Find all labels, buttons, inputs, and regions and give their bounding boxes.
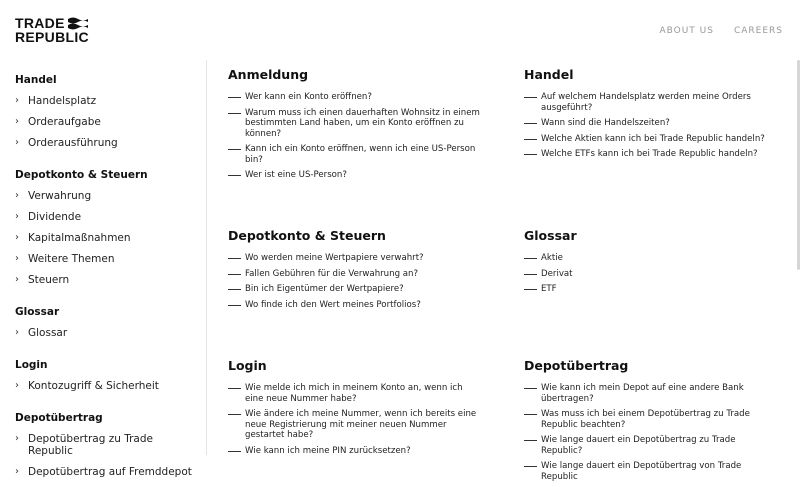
sidebar-item-label: Dividende xyxy=(28,211,82,223)
chevron-right-icon: › xyxy=(15,137,19,148)
dash-icon xyxy=(524,383,541,404)
sidebar-item-weitere-themen[interactable] xyxy=(15,250,206,271)
logo-line-2: REPUBLIC xyxy=(15,29,89,45)
dash-icon xyxy=(524,134,541,145)
chevron-right-icon: › xyxy=(15,232,19,243)
dash-icon xyxy=(228,284,245,295)
top-nav xyxy=(659,26,783,36)
sidebar-item-label: Kapitalmaßnahmen xyxy=(28,232,131,244)
sidebar-item-kontozugriff[interactable] xyxy=(15,377,206,398)
faq-block-title: Depotübertrag xyxy=(524,358,629,373)
dash-icon xyxy=(228,269,245,280)
sidebar-item-depotuebertrag-zu-tr[interactable] xyxy=(15,430,206,463)
sidebar-section-depotuebertrag xyxy=(15,412,206,484)
sidebar-item-glossar[interactable] xyxy=(15,324,206,345)
faq-block-title: Login xyxy=(228,358,267,373)
faq-question-text: ETF xyxy=(541,284,557,294)
faq-question[interactable] xyxy=(524,435,779,456)
faq-question[interactable] xyxy=(524,92,779,113)
faq-block-title: Glossar xyxy=(524,228,577,243)
faq-question-text: Welche Aktien kann ich bei Trade Republic handeln? xyxy=(541,133,765,144)
faq-block-glossar xyxy=(524,228,779,300)
dash-icon xyxy=(228,92,245,103)
dash-icon xyxy=(524,284,541,295)
faq-question[interactable] xyxy=(524,284,779,295)
faq-block-title: Depotkonto & Steuern xyxy=(228,228,386,243)
dash-icon xyxy=(524,461,541,482)
faq-question[interactable] xyxy=(228,170,483,181)
dash-icon xyxy=(524,92,541,113)
sidebar-section-title: Glossar xyxy=(15,306,60,318)
logo-line-1: TRADE xyxy=(15,15,65,31)
sidebar-section-handel xyxy=(15,74,206,155)
sidebar-item-label: Depotübertrag zu Trade Republic xyxy=(28,433,153,457)
dash-icon xyxy=(524,435,541,456)
faq-question[interactable] xyxy=(228,269,483,280)
faq-question-text: Wie melde ich mich in meinem Konto an, wenn ich eine neue Nummer habe? xyxy=(245,383,463,404)
dash-icon xyxy=(228,409,245,441)
dash-icon xyxy=(228,383,245,404)
chevron-right-icon: › xyxy=(15,466,19,477)
faq-block-depotkonto xyxy=(228,228,483,315)
faq-question[interactable] xyxy=(524,461,779,482)
chevron-right-icon: › xyxy=(15,211,19,222)
faq-question-text: Wie lange dauert ein Depotübertrag zu Trade Republic? xyxy=(541,435,736,456)
chevron-right-icon: › xyxy=(15,433,19,444)
sidebar-section-title: Depotkonto & Steuern xyxy=(15,169,148,181)
faq-question-text: Wo finde ich den Wert meines Portfolios? xyxy=(245,299,421,310)
sidebar-item-label: Verwahrung xyxy=(28,190,92,202)
sidebar-section-depotkonto xyxy=(15,169,206,292)
sidebar-section-title: Login xyxy=(15,359,48,371)
faq-question[interactable] xyxy=(524,253,779,264)
sidebar-item-label: Handelsplatz xyxy=(28,95,97,107)
faq-question[interactable] xyxy=(524,118,779,129)
sidebar-section-login xyxy=(15,359,206,398)
faq-question-text: Wann sind die Handelszeiten? xyxy=(541,118,670,128)
faq-main xyxy=(228,60,788,482)
faq-block-title: Anmeldung xyxy=(228,67,309,82)
faq-question[interactable] xyxy=(524,149,779,160)
dash-icon xyxy=(524,253,541,264)
chevron-right-icon: › xyxy=(15,190,19,201)
faq-block-depotuebertrag xyxy=(524,358,779,487)
sidebar-item-orderausfuehrung[interactable] xyxy=(15,134,206,155)
sidebar-item-label: Weitere Themen xyxy=(28,253,115,265)
sidebar-item-label: Orderaufgabe xyxy=(28,116,101,128)
dash-icon xyxy=(228,170,245,181)
sidebar-section-glossar xyxy=(15,306,206,345)
chevron-right-icon: › xyxy=(15,327,19,338)
faq-question-text: Wer kann ein Konto eröffnen? xyxy=(245,92,372,102)
faq-question-text: Kann ich ein Konto eröffnen, wenn ich eine US-Person bin? xyxy=(245,144,476,165)
faq-question[interactable] xyxy=(228,92,483,103)
sidebar-item-steuern[interactable] xyxy=(15,271,206,292)
nav-about-us[interactable]: ABOUT US xyxy=(659,26,714,36)
sidebar-section-title: Handel xyxy=(15,74,57,86)
dash-icon xyxy=(524,118,541,129)
chevron-right-icon: › xyxy=(15,95,19,106)
trade-republic-logo[interactable] xyxy=(15,16,89,44)
site-header xyxy=(0,0,800,60)
sidebar-item-dividende[interactable] xyxy=(15,208,206,229)
sidebar-item-handelsplatz[interactable] xyxy=(15,92,206,113)
faq-question-text: Wie lange dauert ein Depotübertrag von Trade Republic xyxy=(541,461,742,482)
faq-question-text: Welche ETFs kann ich bei Trade Republic handeln? xyxy=(541,149,758,159)
sidebar-item-verwahrung[interactable] xyxy=(15,187,206,208)
chevron-right-icon: › xyxy=(15,274,19,285)
faq-question-text: Wie kann ich meine PIN zurücksetzen? xyxy=(245,445,411,456)
faq-question-text: Auf welchem Handelsplatz werden meine Orders ausgeführt? xyxy=(541,92,751,113)
faq-question[interactable] xyxy=(524,269,779,280)
flag-logo-icon xyxy=(68,16,88,32)
faq-question[interactable] xyxy=(524,409,779,430)
dash-icon xyxy=(228,300,245,311)
sidebar-item-label: Glossar xyxy=(28,327,68,339)
faq-block-title: Handel xyxy=(524,67,574,82)
dash-icon xyxy=(228,253,245,264)
sidebar-item-orderaufgabe[interactable] xyxy=(15,113,206,134)
faq-block-anmeldung xyxy=(228,67,483,186)
faq-block-handel xyxy=(524,67,779,165)
dash-icon xyxy=(524,149,541,160)
sidebar-item-label: Orderausführung xyxy=(28,137,118,149)
faq-question-text: Fallen Gebühren für die Verwahrung an? xyxy=(245,268,419,279)
faq-question-text: Wie kann ich mein Depot auf eine andere Bank übertragen? xyxy=(541,383,744,404)
sidebar-item-label: Steuern xyxy=(28,274,70,286)
sidebar-item-depotuebertrag-fremddepot[interactable] xyxy=(15,463,206,484)
sidebar-item-label: Depotübertrag auf Fremddepot xyxy=(28,466,192,478)
dash-icon xyxy=(228,144,245,165)
faq-question-text: Warum muss ich einen dauerhaften Wohnsitz in einem bestimmten Land haben, um ein Konto eröffnen zu können? xyxy=(245,107,480,139)
faq-question-text: Wer ist eine US-Person? xyxy=(245,170,347,180)
chevron-right-icon: › xyxy=(15,380,19,391)
sidebar-item-label: Kontozugriff & Sicherheit xyxy=(28,380,159,392)
faq-question[interactable] xyxy=(524,134,779,145)
faq-question[interactable] xyxy=(228,409,483,441)
dash-icon xyxy=(228,108,245,140)
faq-question-text: Aktie xyxy=(541,253,563,263)
sidebar-section-title: Depotübertrag xyxy=(15,412,103,424)
sidebar-item-kapitalmassnahmen[interactable] xyxy=(15,229,206,250)
faq-question[interactable] xyxy=(228,383,483,404)
faq-question[interactable] xyxy=(228,253,483,264)
faq-question-text: Wo werden meine Wertpapiere verwahrt? xyxy=(245,253,424,263)
faq-question[interactable] xyxy=(228,446,483,457)
chevron-right-icon: › xyxy=(15,116,19,127)
nav-careers[interactable]: CAREERS xyxy=(733,26,783,36)
faq-question[interactable] xyxy=(524,383,779,404)
faq-question-text: Was muss ich bei einem Depotübertrag zu Trade Republic beachten? xyxy=(541,409,750,430)
faq-question[interactable] xyxy=(228,284,483,295)
faq-question-text: Wie ändere ich meine Nummer, wenn ich bereits eine neue Registrierung mit meiner neuen Nummer gestartet habe? xyxy=(245,409,477,440)
sidebar xyxy=(0,60,207,478)
faq-question[interactable] xyxy=(228,144,483,165)
dash-icon xyxy=(228,446,245,457)
faq-question-text: Derivat xyxy=(541,268,573,279)
faq-block-login xyxy=(228,358,483,461)
faq-question-text: Bin ich Eigentümer der Wertpapiere? xyxy=(245,284,404,294)
dash-icon xyxy=(524,269,541,280)
chevron-right-icon: › xyxy=(15,253,19,264)
faq-question[interactable] xyxy=(228,300,483,311)
faq-question[interactable] xyxy=(228,108,483,140)
dash-icon xyxy=(524,409,541,430)
